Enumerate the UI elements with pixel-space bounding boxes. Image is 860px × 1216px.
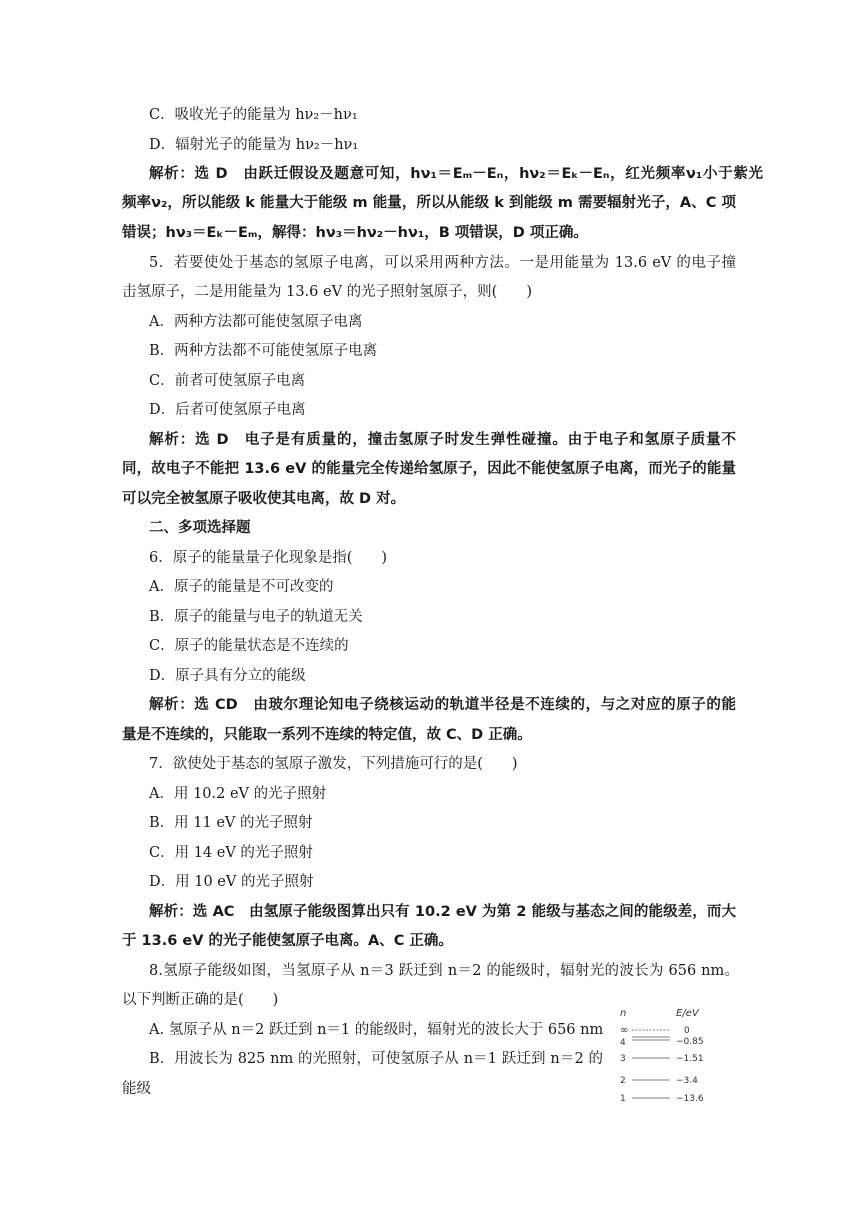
level-3-energy: −1.51 xyxy=(676,1054,704,1064)
option-c-q4: C．吸收光子的能量为 hν₂－hν₁ xyxy=(149,107,358,123)
level-1-energy: −13.6 xyxy=(676,1094,704,1104)
option-d-q4: D．辐射光子的能量为 hν₂－hν₁ xyxy=(149,137,359,153)
energy-level-diagram xyxy=(612,1005,722,1105)
explanation-q7-line1: 解析：选 AC 由氢原子能级图算出只有 10.2 eV 为第 2 能级与基态之间的能级差，而大 xyxy=(149,904,736,920)
level-inf-energy: 0 xyxy=(684,1026,690,1036)
level-4-energy: −0.85 xyxy=(676,1037,704,1047)
question-5-line1: 5．若要使处于基态的氢原子电离，可以采用两种方法。一是用能量为 13.6 eV 的电子撞 xyxy=(149,255,736,271)
diagram-n-label: n xyxy=(620,1008,627,1019)
diagram-energy-label: E/eV xyxy=(676,1008,699,1019)
level-4-n: 4 xyxy=(620,1038,626,1048)
option-a-q6: A．原子的能量是不可改变的 xyxy=(149,579,334,595)
explanation-q6-line2: 量是不连续的，只能取一系列不连续的特定值，故 C、D 正确。 xyxy=(122,727,532,743)
option-b-q5: B．两种方法都不可能使氢原子电离 xyxy=(149,343,378,359)
explanation-q5-line1: 解析：选 D 电子是有质量的，撞击氢原子时发生弹性碰撞。由于电子和氢原子质量不 xyxy=(149,432,736,448)
option-c-q6: C．原子的能量状态是不连续的 xyxy=(149,638,349,654)
option-c-q5: C．前者可使氢原子电离 xyxy=(149,373,306,389)
section-heading-multiple-choice: 二、多项选择题 xyxy=(149,520,251,536)
question-8-line1: 8.氢原子能级如图，当氢原子从 n＝3 跃迁到 n＝2 的能级时，辐射光的波长为 656 nm。 xyxy=(149,963,739,979)
explanation-q4-line2: 频率ν₂，所以能级 k 能量大于能级 m 能量，所以从能级 k 到能级 m 需要辐射光子，A、C 项 xyxy=(122,195,736,211)
option-d-q7: D．用 10 eV 的光子照射 xyxy=(149,874,314,890)
option-b-q8-line2: 能级 xyxy=(122,1081,151,1097)
level-2-n: 2 xyxy=(620,1076,626,1086)
level-inf-n: ∞ xyxy=(620,1025,629,1036)
question-6: 6．原子的能量量子化现象是指( ) xyxy=(149,550,388,566)
option-a-q7: A．用 10.2 eV 的光子照射 xyxy=(149,786,327,802)
explanation-q4-line1: 解析：选 D 由跃迁假设及题意可知，hν₁＝Eₘ－Eₙ，hν₂＝Eₖ－Eₙ，红光频率ν₁小于紫光 xyxy=(149,166,763,182)
option-a-q8: A. 氢原子从 n＝2 跃迁到 n＝1 的能级时，辐射光的波长大于 656 nm xyxy=(149,1022,604,1038)
explanation-q5-line3: 可以完全被氢原子吸收使其电离，故 D 对。 xyxy=(122,491,406,507)
level-3-n: 3 xyxy=(620,1054,626,1064)
option-b-q7: B．用 11 eV 的光子照射 xyxy=(149,815,313,831)
option-a-q5: A．两种方法都可能使氢原子电离 xyxy=(149,314,363,330)
option-c-q7: C．用 14 eV 的光子照射 xyxy=(149,845,313,861)
question-7: 7．欲使处于基态的氢原子激发，下列措施可行的是( ) xyxy=(149,756,518,772)
option-d-q5: D．后者可使氢原子电离 xyxy=(149,402,306,418)
question-8-line2: 以下判断正确的是( ) xyxy=(122,992,279,1008)
option-b-q6: B．原子的能量与电子的轨道无关 xyxy=(149,609,363,625)
explanation-q6-line1: 解析：选 CD 由玻尔理论知电子绕核运动的轨道半径是不连续的，与之对应的原子的能 xyxy=(149,697,736,713)
level-2-energy: −3.4 xyxy=(676,1076,698,1086)
option-d-q6: D．原子具有分立的能级 xyxy=(149,668,306,684)
explanation-q5-line2: 同，故电子不能把 13.6 eV 的能量完全传递给氢原子，因此不能使氢原子电离，而光子的能量 xyxy=(122,461,736,477)
explanation-q4-line3: 错误；hν₃＝Eₖ－Eₘ，解得：hν₃＝hν₂－hν₁，B 项错误，D 项正确。 xyxy=(122,225,588,241)
explanation-q7-line2: 于 13.6 eV 的光子能使氢原子电离。A、C 正确。 xyxy=(122,933,453,949)
question-5-line2: 击氢原子，二是用能量为 13.6 eV 的光子照射氢原子，则( ) xyxy=(122,284,532,300)
option-b-q8-line1: B．用波长为 825 nm 的光照射，可使氢原子从 n＝1 跃迁到 n＝2 的 xyxy=(149,1051,603,1067)
level-1-n: 1 xyxy=(620,1094,626,1104)
